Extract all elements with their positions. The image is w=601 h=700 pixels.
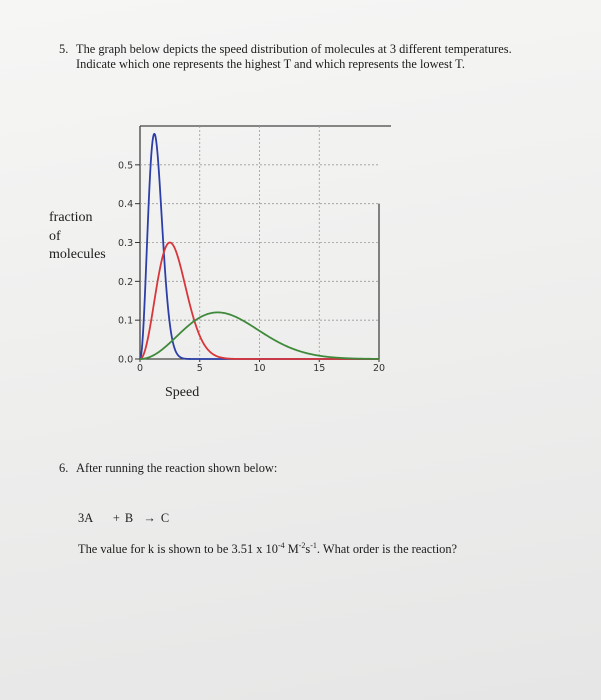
x-tick-label-1: 5 bbox=[196, 363, 203, 374]
k-unit-s-exponent: -1 bbox=[310, 540, 317, 550]
question-6-text: After running the reaction shown below: bbox=[76, 461, 278, 475]
y-axis-ticks bbox=[118, 160, 140, 365]
question-6-number: 6. bbox=[59, 461, 69, 475]
y-tick-label-0: 0.0 bbox=[118, 354, 134, 366]
k-unit-m-exponent: -2 bbox=[298, 540, 306, 550]
question-5-text-1: The graph below depicts the speed distribution of molecules at 3 different temperatures. bbox=[76, 42, 512, 56]
x-axis-label: Speed bbox=[165, 385, 200, 400]
question-5-number: 5. bbox=[59, 42, 69, 56]
k-text-end: . What order is the reaction? bbox=[316, 542, 458, 556]
question-6 bbox=[59, 461, 277, 476]
y-tick-label-2: 0.2 bbox=[118, 276, 134, 288]
x-tick-label-3: 15 bbox=[313, 363, 326, 374]
x-axis-ticks bbox=[137, 359, 385, 374]
chart-grid bbox=[140, 126, 379, 359]
k-exponent: -4 bbox=[277, 540, 285, 550]
y-tick-label-1: 0.1 bbox=[118, 315, 134, 327]
x-tick-label-4: 20 bbox=[372, 363, 386, 374]
x-tick-label-0: 0 bbox=[136, 363, 144, 374]
k-text-start: The value for k is shown to be 3.51 x 10 bbox=[78, 542, 278, 556]
reaction-equation bbox=[78, 511, 169, 526]
k-unit-m: M bbox=[284, 542, 299, 556]
reaction-text: 3A + B → C bbox=[78, 511, 170, 525]
k-unit-s: s bbox=[305, 542, 311, 556]
x-tick-label-2: 10 bbox=[253, 363, 266, 374]
y-tick-label-3: 0.3 bbox=[118, 238, 134, 249]
y-label-fraction: fraction bbox=[49, 210, 93, 225]
question-5-line-2: Indicate which one represents the highest T and which represents the lowest T. bbox=[76, 57, 465, 71]
y-label-of: of bbox=[49, 229, 61, 244]
y-label-molecules: molecules bbox=[49, 247, 106, 262]
y-tick-label-5: 0.5 bbox=[118, 160, 134, 172]
rate-constant-line bbox=[78, 542, 457, 557]
y-tick-label-4: 0.4 bbox=[118, 199, 134, 211]
